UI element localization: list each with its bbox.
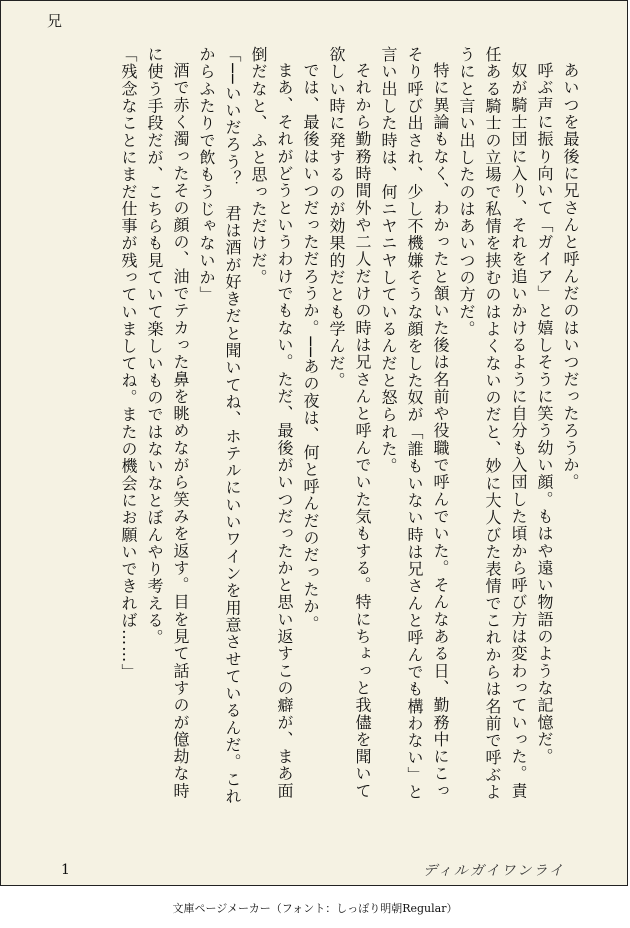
paragraph: では、最後はいつだっただろうか。──あの夜は、何と呼んだのだったか。 [301, 62, 320, 633]
paragraph: あいつを最後に兄さんと呼んだのはいつだったろうか。 [561, 62, 580, 491]
paragraph: 奴が騎士団に入り、それを追いかけるように自分も入団した頃から呼び方は変わっていった。責任ある騎士の立場で私情を挟むのはよくないのだと、妙に大人びた表情でこれからは名前で呼ぶようにと言い出したのはあいつの方だ。 [457, 46, 528, 801]
paragraph: それから勤務時間外や二人だけの時は兄さんと呼んでいた気もする。特にちょっと我儘を聞いて欲しい時に発するのが効果的だとも学んだ。 [327, 46, 372, 800]
dialogue-paragraph: 「──いいだろう？ 君は酒が好きだと聞いてね、ホテルにいいワインを用意させているんだ。これからふたりで飲もうじゃないか」 [197, 46, 242, 806]
generator-caption: 文庫ページメーカー（フォント：しっぽり明朝Regular） [172, 902, 458, 915]
page-number: 1 [61, 862, 70, 878]
paragraph: 酒で赤く濁ったその顔の、油でテカった鼻を眺めながら笑みを返す。目を見て話すのが億劫な時に使う手段だが、こちらも見ていて楽しいものではないなとぼんやり考える。 [145, 46, 190, 800]
paragraph: まあ、それがどうというわけでもない。ただ、最後がいつだったかと思い返すこの癖が、まあ面倒だなと、ふと思っただけだ。 [249, 46, 294, 800]
paragraph: 呼ぶ声に振り向いて「ガイア」と嬉しそうに笑う幼い顔。もはや遠い物語のような記憶だ。 [535, 62, 554, 766]
paragraph: 特に異論もなく、わかったと頷いた後は名前や役職で呼んでいた。そんなある日、勤務中にこっそり呼び出され、少し不機嫌そうな顔をした奴が「誰もいない時は兄さんと呼んでも構わない」と言い出した時は、何ニヤニヤしているんだと怒られた。 [379, 46, 450, 801]
chapter-title: 兄 [47, 12, 63, 30]
dialogue-paragraph: 「残念なことにまだ仕事が残っていましてね。またの機会にお願いできれば……」 [119, 46, 138, 681]
author-name: ディルガイワンライ [422, 863, 565, 879]
body-text [41, 46, 583, 816]
